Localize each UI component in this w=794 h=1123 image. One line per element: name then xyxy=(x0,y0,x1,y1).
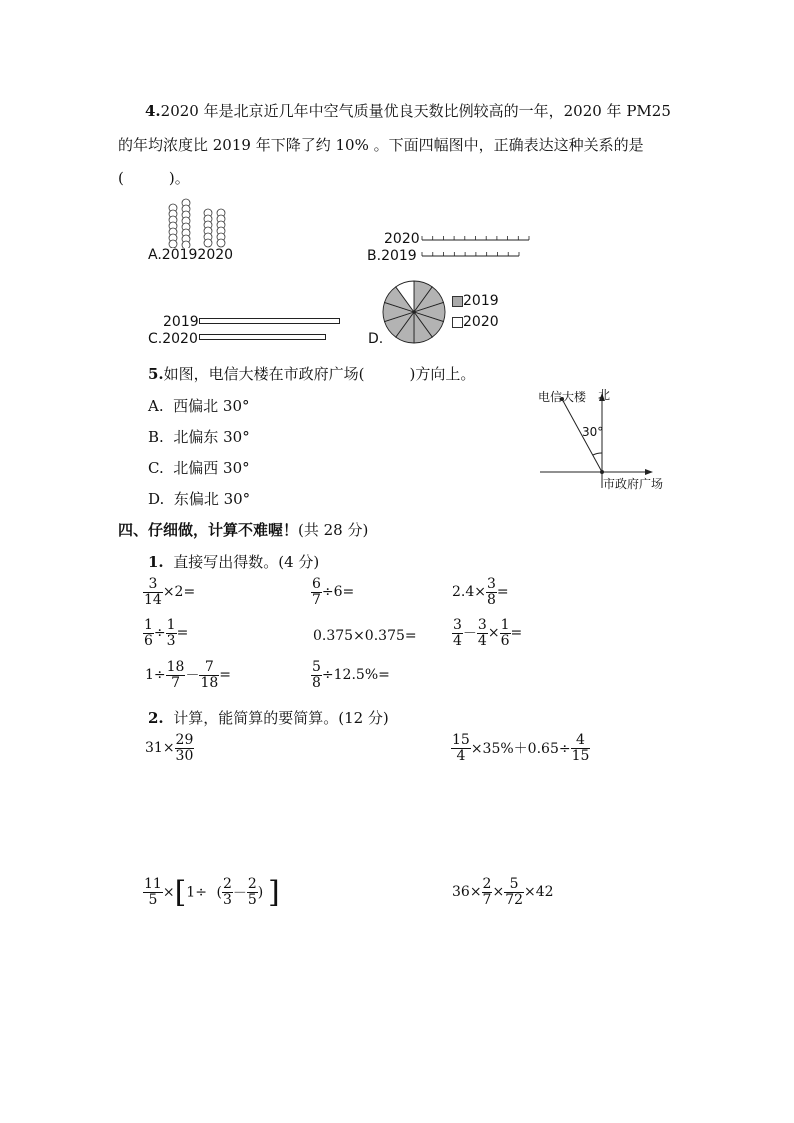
option-c-label xyxy=(148,331,198,347)
q5-text: 如图，电信大楼在市政府广场( )方向上。 xyxy=(163,365,476,383)
sub2-heading xyxy=(148,707,389,728)
angle-arc xyxy=(593,453,602,455)
option-a-year2: 2020 xyxy=(197,247,234,263)
q4-text-1: 2020 年是北京近几年中空气质量优良天数比例较高的一年，2020 年 PM25 xyxy=(160,102,671,120)
calc-2-1: $\frac{1}{6}$ ÷ $\frac{1}{3}$ = xyxy=(144,617,189,649)
calc-1-3: 2.4× $\frac{3}{8}$ = xyxy=(452,576,509,608)
q4-line1 xyxy=(145,100,671,121)
option-a-year1: 2019 xyxy=(161,247,198,263)
q5-option-c: C. 北偏西 30° xyxy=(148,459,250,477)
option-d-legend-2019: 2019 xyxy=(463,293,499,309)
q5-option-d: D. 东偏北 30° xyxy=(148,490,251,508)
option-b-letter: B. xyxy=(367,248,382,264)
section-4-heading xyxy=(118,519,368,540)
diagram-plaza-label: 市政府广场 xyxy=(603,477,664,491)
q5-question xyxy=(148,363,475,384)
option-d-pie-chart xyxy=(381,279,451,349)
calc-2-3: $\frac{3}{4}$ － $\frac{3}{4}$ × $\frac{1}{6}$ = xyxy=(453,617,523,649)
sub1-heading xyxy=(148,551,319,572)
option-a-circle xyxy=(217,239,225,247)
expr-2: $\frac{15}{4}$ ×35%＋0.65÷ $\frac{4}{15}$ xyxy=(452,732,590,764)
diagram-building-label: 电信大楼 xyxy=(538,390,587,404)
diagram-north-label: 北 xyxy=(598,388,611,402)
section-4-title: 四、仔细做，计算不难喔！ xyxy=(118,521,299,539)
sub1-text: 直接写出得数。(4 分) xyxy=(173,553,320,571)
q5-option-b: B. 北偏东 30° xyxy=(148,428,250,446)
option-c-bar-2020 xyxy=(200,335,326,340)
expr-4: 36× $\frac{2}{7}$ × $\frac{5}{72}$ ×42 xyxy=(452,876,554,908)
calc-3-1: 1÷ $\frac{18}{7}$ － $\frac{7}{18}$ = xyxy=(145,659,232,691)
diagram-angle-label: 30° xyxy=(582,425,604,439)
calc-2-2: 0.375×0.375= xyxy=(313,628,417,644)
q5-option-a: A. 西偏北 30° xyxy=(148,397,250,415)
option-c-letter: C. xyxy=(148,331,163,347)
sub1-number: 1. xyxy=(148,553,164,571)
option-b-label xyxy=(367,248,417,264)
expr-3: $\frac{11}{5}$ ×[1÷ ( $\frac{2}{3}$ － $\frac{2}{5}$ ) ] xyxy=(144,875,280,910)
section-4-points: (共 28 分) xyxy=(298,521,369,539)
option-a-label xyxy=(148,247,233,263)
calc-3-2: $\frac{5}{8}$ ÷12.5%= xyxy=(312,659,390,691)
option-c-year-top: 2019 xyxy=(163,314,199,330)
option-a-circle xyxy=(204,239,212,247)
q5-number: 5. xyxy=(148,365,164,383)
option-d-legend-2020: 2020 xyxy=(463,314,499,330)
sub2-text: 计算，能简算的要简算。(12 分) xyxy=(173,709,389,727)
option-c-bar-chart xyxy=(198,315,348,345)
q4-line2: 的年均浓度比 2019 年下降了约 10% 。下面四幅图中，正确表达这种关系的是 xyxy=(118,136,644,154)
option-d-letter: D. xyxy=(368,331,384,347)
option-b-ruler-chart xyxy=(420,232,540,262)
sub2-number: 2. xyxy=(148,709,164,727)
option-b-year-bottom: 2019 xyxy=(381,248,417,264)
option-a-letter: A. xyxy=(148,247,162,263)
q4-number: 4. xyxy=(145,102,161,120)
expr-1: 31× $\frac{29}{30}$ xyxy=(145,732,194,764)
plaza-point xyxy=(600,470,604,474)
q4-answer-blank: ( )。 xyxy=(118,169,190,187)
calc-1-2: $\frac{6}{7}$ ÷6= xyxy=(312,576,355,608)
calc-1-1: $\frac{3}{14}$ ×2= xyxy=(144,576,196,608)
option-c-year-bottom: 2020 xyxy=(162,331,198,347)
option-b-year-top: 2020 xyxy=(384,231,420,247)
option-c-bar-2019 xyxy=(200,319,340,324)
option-a-circle-chart xyxy=(165,198,245,248)
